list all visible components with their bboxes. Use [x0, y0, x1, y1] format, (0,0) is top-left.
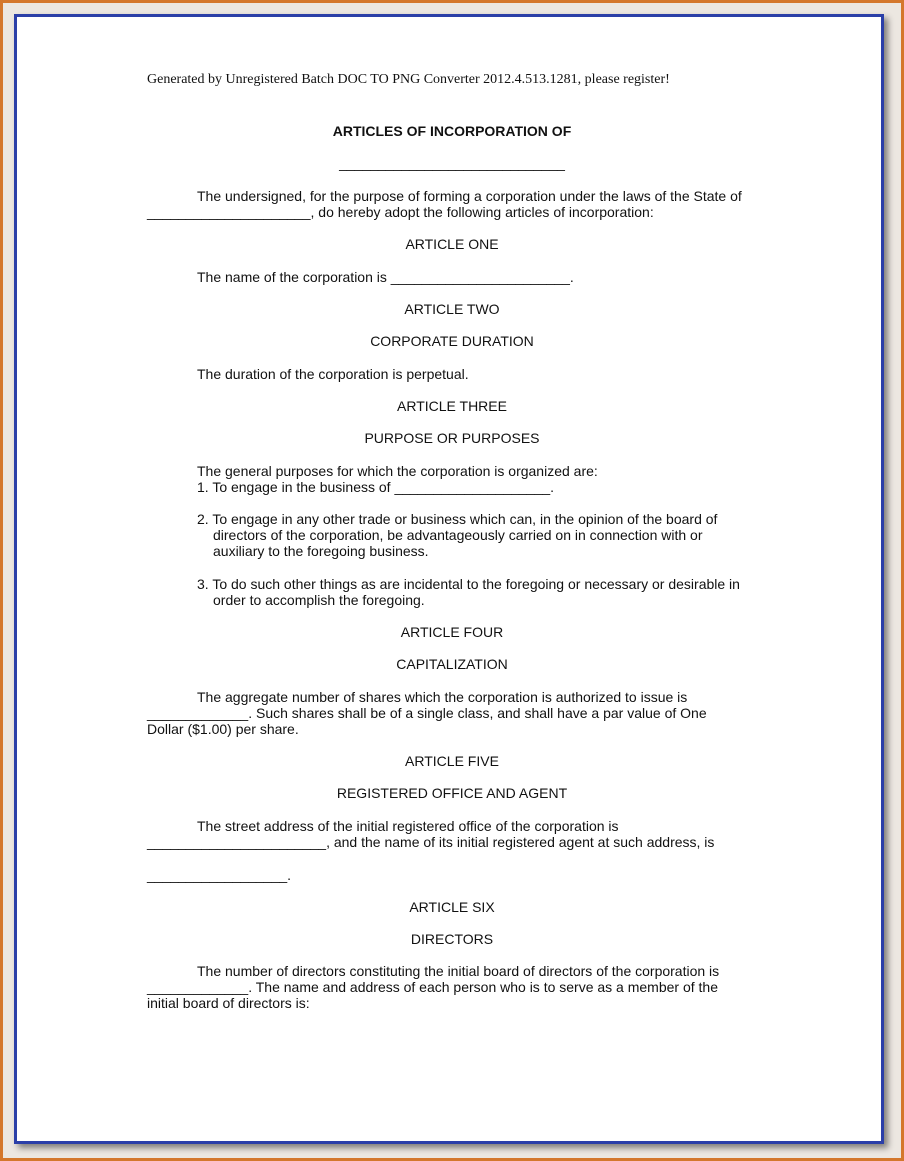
intro-line-2: _____________________, do hereby adopt the following articles of incorporation: — [147, 204, 654, 220]
article-one-text: The name of the corporation is _______________________. — [197, 269, 574, 285]
article-six-line-1: The number of directors constituting the initial board of directors of the corporation is — [197, 963, 720, 979]
article-six-line-3: initial board of directors is: — [147, 995, 310, 1011]
document-title: ARTICLES OF INCORPORATION OF — [332, 123, 572, 139]
title-blank: _____________________________ — [339, 155, 565, 171]
article-five-line-1: The street address of the initial registered office of the corporation is — [197, 818, 619, 834]
article-two-subheading: CORPORATE DURATION — [370, 333, 534, 349]
article-three-heading: ARTICLE THREE — [397, 398, 507, 414]
intro-line-1: The undersigned, for the purpose of forming a corporation under the laws of the State of — [197, 188, 742, 204]
article-four-line-3: Dollar ($1.00) per share. — [147, 721, 299, 737]
article-four-line-1: The aggregate number of shares which the corporation is authorized to issue is — [197, 689, 688, 705]
article-three-intro: The general purposes for which the corporation is organized are: — [197, 463, 598, 479]
watermark-text: Generated by Unregistered Batch DOC TO PNG Converter 2012.4.513.1281, please register! — [147, 72, 670, 87]
article-one-heading: ARTICLE ONE — [405, 236, 499, 252]
article-six-line-2: _____________. The name and address of each person who is to serve as a member of the — [147, 979, 718, 995]
article-two-text: The duration of the corporation is perpetual. — [197, 366, 469, 382]
article-five-line-2: _______________________, and the name of its initial registered agent at such address, is — [147, 834, 715, 850]
article-six-heading: ARTICLE SIX — [409, 899, 495, 915]
purpose-item-2-line-3: auxiliary to the foregoing business. — [213, 543, 429, 559]
article-five-subheading: REGISTERED OFFICE AND AGENT — [336, 785, 568, 801]
article-three-subheading: PURPOSE OR PURPOSES — [364, 430, 540, 446]
article-four-heading: ARTICLE FOUR — [400, 624, 504, 640]
article-six-subheading: DIRECTORS — [410, 931, 494, 947]
article-two-heading: ARTICLE TWO — [404, 301, 500, 317]
document-page — [14, 14, 884, 1144]
article-four-subheading: CAPITALIZATION — [396, 656, 508, 672]
purpose-item-1: 1. To engage in the business of ____________________. — [197, 479, 555, 495]
purpose-item-2-line-1: 2. To engage in any other trade or business which can, in the opinion of the board of — [197, 511, 718, 527]
article-four-line-2: _____________. Such shares shall be of a single class, and shall have a par value of One — [147, 705, 707, 721]
purpose-item-3-line-1: 3. To do such other things as are incidental to the foregoing or necessary or desirable in — [197, 576, 740, 592]
article-five-heading: ARTICLE FIVE — [405, 753, 499, 769]
purpose-item-2-line-2: directors of the corporation, be advantageously carried on in connection with or — [213, 527, 703, 543]
purpose-item-3-line-2: order to accomplish the foregoing. — [213, 592, 425, 608]
article-five-line-3: __________________. — [147, 867, 292, 883]
